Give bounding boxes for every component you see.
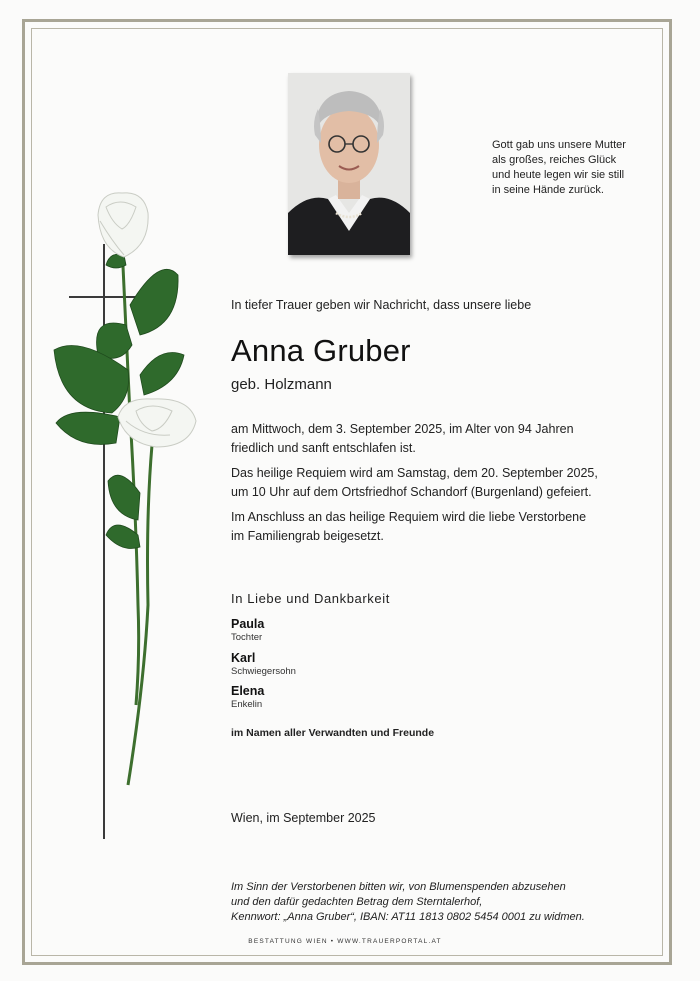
mourner-entry (231, 651, 296, 677)
mourner-name: Elena (231, 684, 265, 698)
note-line: und den dafür gedachten Betrag dem Sterntalerhof, (231, 896, 483, 908)
memorial-quote (492, 138, 652, 198)
quote-line: als großes, reiches Glück (492, 154, 617, 166)
mourner-name: Karl (231, 651, 256, 665)
mourner-relation: Tochter (231, 632, 263, 643)
note-line: Kennwort: „Anna Gruber“, IBAN: AT11 1813 0802 5454 0001 zu widmen. (231, 911, 585, 923)
paragraph-line: Das heilige Requiem wird am Samstag, dem 20. September 2025, (231, 466, 598, 480)
donation-note (231, 880, 651, 925)
quote-line: und heute legen wir sie still (492, 169, 625, 181)
place-date: Wien, im September 2025 (231, 811, 376, 825)
white-rose-icon (40, 185, 210, 795)
paragraph-line: Im Anschluss an das heilige Requiem wird die liebe Verstorbene (231, 510, 587, 524)
death-paragraph (231, 420, 651, 458)
requiem-paragraph (231, 464, 651, 502)
paragraph-line: am Mittwoch, dem 3. September 2025, im Alter von 94 Jahren (231, 422, 574, 436)
footer-imprint: BESTATTUNG WIEN • WWW.TRAUERPORTAL.AT (248, 938, 442, 945)
quote-line: in seine Hände zurück. (492, 184, 604, 196)
mourner-name: Paula (231, 617, 265, 631)
intro-text: In tiefer Trauer geben wir Nachricht, dass unsere liebe (231, 298, 532, 312)
paragraph-line: friedlich und sanft entschlafen ist. (231, 441, 416, 455)
mourner-entry (231, 684, 264, 710)
note-line: Im Sinn der Verstorbenen bitten wir, von Blumenspenden abzusehen (231, 881, 566, 893)
quote-line: Gott gab uns unsere Mutter (492, 139, 626, 151)
burial-paragraph (231, 508, 651, 546)
portrait-illustration (288, 73, 410, 255)
mourner-relation: Enkelin (231, 699, 263, 710)
deceased-name: Anna Gruber (231, 333, 411, 368)
closing-phrase: In Liebe und Dankbarkeit (231, 591, 390, 606)
paragraph-line: im Familiengrab beigesetzt. (231, 529, 384, 543)
relatives-line: im Namen aller Verwandten und Freunde (231, 727, 435, 739)
mourner-relation: Schwiegersohn (231, 666, 296, 677)
paragraph-line: um 10 Uhr auf dem Ortsfriedhof Schandorf (Burgenland) gefeiert. (231, 485, 592, 499)
mourner-entry (231, 617, 264, 643)
maiden-name: geb. Holzmann (231, 376, 332, 393)
portrait-photo (288, 73, 410, 255)
